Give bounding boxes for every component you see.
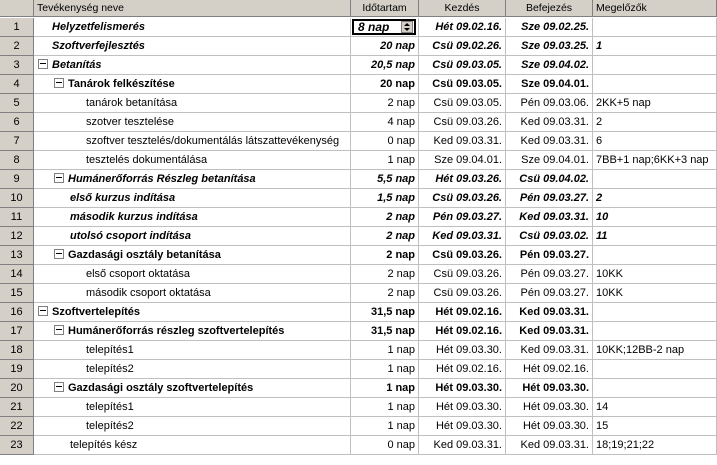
end-cell[interactable]: Pén 09.03.27.: [506, 246, 593, 265]
duration-cell[interactable]: 2 nap: [351, 94, 419, 113]
duration-cell[interactable]: 5,5 nap: [351, 170, 419, 189]
start-cell[interactable]: Hét 09.02.16.: [419, 303, 506, 322]
task-name: tesztelés dokumentálása: [86, 154, 208, 166]
row-number[interactable]: 23: [0, 436, 34, 455]
row-number[interactable]: 1: [0, 18, 34, 37]
row-number[interactable]: 21: [0, 398, 34, 417]
row-number[interactable]: 12: [0, 227, 34, 246]
row-number[interactable]: 19: [0, 360, 34, 379]
duration-cell[interactable]: 1 nap: [351, 417, 419, 436]
collapse-icon[interactable]: [54, 382, 64, 392]
duration-cell[interactable]: 1 nap: [351, 360, 419, 379]
duration-cell[interactable]: 1,5 nap: [351, 189, 419, 208]
task-name: Szoftvertelepítés: [52, 306, 141, 318]
end-cell[interactable]: Hét 09.02.16.: [506, 360, 593, 379]
table-row[interactable]: [0, 170, 717, 189]
header-predecessors[interactable]: Megelőzők: [593, 0, 717, 17]
duration-cell[interactable]: 1 nap: [351, 151, 419, 170]
duration-cell[interactable]: 2 nap: [351, 246, 419, 265]
task-name-cell[interactable]: [34, 151, 351, 170]
task-name: szotver tesztelése: [86, 116, 175, 128]
predecessors-cell[interactable]: [593, 75, 717, 94]
task-name: első kurzus indítása: [70, 192, 176, 204]
task-name-cell[interactable]: [34, 284, 351, 303]
predecessors-cell[interactable]: 10: [593, 208, 717, 227]
predecessors-cell[interactable]: 1: [593, 37, 717, 56]
duration-cell[interactable]: 31,5 nap: [351, 303, 419, 322]
task-name-cell[interactable]: [34, 227, 351, 246]
duration-cell[interactable]: 2 nap: [351, 265, 419, 284]
start-cell[interactable]: Hét 09.02.16.: [419, 360, 506, 379]
end-cell[interactable]: Pén 09.03.27.: [506, 189, 593, 208]
row-number[interactable]: 9: [0, 170, 34, 189]
task-name: Tanárok felkészítése: [68, 78, 175, 90]
predecessors-cell[interactable]: 10KK;12BB-2 nap: [593, 341, 717, 360]
end-cell[interactable]: Csü 09.04.02.: [506, 170, 593, 189]
predecessors-cell[interactable]: [593, 379, 717, 398]
end-cell[interactable]: Sze 09.04.01.: [506, 151, 593, 170]
task-name-cell[interactable]: [34, 208, 351, 227]
spinner-icon[interactable]: [401, 21, 413, 33]
row-number[interactable]: 15: [0, 284, 34, 303]
end-cell[interactable]: Ked 09.03.31.: [506, 303, 593, 322]
start-cell[interactable]: Hét 09.03.30.: [419, 341, 506, 360]
duration-cell[interactable]: 1 nap: [351, 398, 419, 417]
end-cell[interactable]: Sze 09.02.25.: [506, 18, 593, 37]
row-number[interactable]: 20: [0, 379, 34, 398]
row-number[interactable]: 18: [0, 341, 34, 360]
duration-cell[interactable]: 2 nap: [351, 208, 419, 227]
task-name-cell[interactable]: [34, 246, 351, 265]
predecessors-cell[interactable]: 14: [593, 398, 717, 417]
end-cell[interactable]: Ked 09.03.31.: [506, 341, 593, 360]
duration-cell[interactable]: 2 nap: [351, 227, 419, 246]
task-name: telepítés1: [86, 401, 134, 413]
end-cell[interactable]: Hét 09.03.30.: [506, 398, 593, 417]
predecessors-cell[interactable]: [593, 360, 717, 379]
table-row[interactable]: [0, 208, 717, 227]
task-name-cell[interactable]: [34, 75, 351, 94]
task-name-cell[interactable]: [34, 94, 351, 113]
task-name: Humánerőforrás Részleg betanítása: [68, 173, 256, 185]
task-name: telepítés kész: [70, 439, 138, 451]
start-cell[interactable]: Hét 09.02.16.: [419, 18, 506, 37]
start-cell[interactable]: Hét 09.03.30.: [419, 417, 506, 436]
column-header-row: [0, 0, 717, 18]
end-cell[interactable]: Ked 09.03.31.: [506, 132, 593, 151]
header-task-name[interactable]: Tevékenység neve: [34, 0, 351, 17]
duration-cell[interactable]: [351, 18, 419, 37]
task-name: Gazdasági osztály szoftvertelepítés: [68, 382, 254, 394]
predecessors-cell[interactable]: 10KK: [593, 284, 717, 303]
table-row[interactable]: [0, 379, 717, 398]
predecessors-cell[interactable]: [593, 303, 717, 322]
predecessors-cell[interactable]: 11: [593, 227, 717, 246]
table-row[interactable]: [0, 265, 717, 284]
predecessors-cell[interactable]: 7BB+1 nap;6KK+3 nap: [593, 151, 717, 170]
table-row[interactable]: [0, 94, 717, 113]
task-name-cell[interactable]: [34, 398, 351, 417]
predecessors-cell[interactable]: [593, 18, 717, 37]
table-row[interactable]: [0, 246, 717, 265]
collapse-icon[interactable]: [54, 78, 64, 88]
start-cell[interactable]: Ked 09.03.31.: [419, 436, 506, 455]
table-row[interactable]: [0, 417, 717, 436]
predecessors-cell[interactable]: [593, 322, 717, 341]
start-cell[interactable]: Csü 09.03.26.: [419, 284, 506, 303]
table-row[interactable]: [0, 37, 717, 56]
table-row[interactable]: [0, 18, 717, 37]
end-cell[interactable]: Sze 09.03.25.: [506, 37, 593, 56]
start-cell[interactable]: Hét 09.03.30.: [419, 379, 506, 398]
row-number[interactable]: 2: [0, 37, 34, 56]
task-name-cell[interactable]: [34, 436, 351, 455]
start-cell[interactable]: Csü 09.03.05.: [419, 56, 506, 75]
row-number[interactable]: 8: [0, 151, 34, 170]
task-name-cell[interactable]: [34, 170, 351, 189]
header-start[interactable]: Kezdés: [419, 0, 506, 17]
row-number[interactable]: 4: [0, 75, 34, 94]
collapse-icon[interactable]: [54, 173, 64, 183]
row-number[interactable]: 6: [0, 113, 34, 132]
end-cell[interactable]: Pén 09.03.27.: [506, 284, 593, 303]
end-cell[interactable]: Sze 09.04.01.: [506, 75, 593, 94]
task-name: Betanítás: [52, 59, 102, 71]
header-duration[interactable]: Időtartam: [351, 0, 419, 17]
row-number[interactable]: 5: [0, 94, 34, 113]
duration-cell[interactable]: 2 nap: [351, 284, 419, 303]
table-row[interactable]: [0, 303, 717, 322]
collapse-icon[interactable]: [54, 325, 64, 335]
end-cell[interactable]: Csü 09.03.02.: [506, 227, 593, 246]
task-name-cell[interactable]: [34, 113, 351, 132]
row-number[interactable]: 3: [0, 56, 34, 75]
table-row[interactable]: [0, 113, 717, 132]
start-cell[interactable]: Csü 09.03.26.: [419, 113, 506, 132]
start-cell[interactable]: Csü 09.03.26.: [419, 246, 506, 265]
table-row[interactable]: [0, 360, 717, 379]
row-number[interactable]: 10: [0, 189, 34, 208]
task-name: első csoport oktatása: [86, 268, 190, 280]
start-cell[interactable]: Hét 09.03.26.: [419, 170, 506, 189]
duration-cell[interactable]: 4 nap: [351, 113, 419, 132]
end-cell[interactable]: Hét 09.03.30.: [506, 379, 593, 398]
predecessors-cell[interactable]: 2: [593, 113, 717, 132]
table-row[interactable]: [0, 436, 717, 455]
collapse-icon[interactable]: [54, 249, 64, 259]
end-cell[interactable]: Sze 09.04.02.: [506, 56, 593, 75]
task-name-cell[interactable]: [34, 56, 351, 75]
task-name: Humánerőforrás részleg szoftvertelepítés: [68, 325, 285, 337]
predecessors-cell[interactable]: [593, 170, 717, 189]
start-cell[interactable]: Csü 09.03.05.: [419, 75, 506, 94]
table-row[interactable]: [0, 151, 717, 170]
table-row[interactable]: [0, 56, 717, 75]
end-cell[interactable]: Hét 09.03.30.: [506, 417, 593, 436]
task-name-cell[interactable]: [34, 37, 351, 56]
duration-editor[interactable]: [352, 19, 416, 35]
start-cell[interactable]: Csü 09.03.26.: [419, 265, 506, 284]
predecessors-cell[interactable]: [593, 56, 717, 75]
end-cell[interactable]: Ked 09.03.31.: [506, 113, 593, 132]
predecessors-cell[interactable]: [593, 246, 717, 265]
duration-cell[interactable]: 0 nap: [351, 132, 419, 151]
task-name-cell[interactable]: [34, 360, 351, 379]
start-cell[interactable]: Csü 09.03.05.: [419, 94, 506, 113]
header-end[interactable]: Befejezés: [506, 0, 593, 17]
predecessors-cell[interactable]: 10KK: [593, 265, 717, 284]
row-number[interactable]: 13: [0, 246, 34, 265]
table-row[interactable]: [0, 398, 717, 417]
duration-cell[interactable]: 20 nap: [351, 75, 419, 94]
end-cell[interactable]: Ked 09.03.31.: [506, 208, 593, 227]
row-number[interactable]: 7: [0, 132, 34, 151]
task-name-cell[interactable]: [34, 132, 351, 151]
table-row[interactable]: [0, 75, 717, 94]
end-cell[interactable]: Ked 09.03.31.: [506, 322, 593, 341]
collapse-icon[interactable]: [38, 306, 48, 316]
start-cell[interactable]: Sze 09.04.01.: [419, 151, 506, 170]
predecessors-cell[interactable]: 2KK+5 nap: [593, 94, 717, 113]
start-cell[interactable]: Ked 09.03.31.: [419, 227, 506, 246]
duration-value: 8 nap: [358, 20, 390, 34]
start-cell[interactable]: Ked 09.03.31.: [419, 132, 506, 151]
collapse-icon[interactable]: [38, 59, 48, 69]
predecessors-cell[interactable]: 18;19;21;22: [593, 436, 717, 455]
task-name: második csoport oktatása: [86, 287, 211, 299]
table-row[interactable]: [0, 341, 717, 360]
header-corner[interactable]: [0, 0, 34, 17]
task-name-cell[interactable]: [34, 341, 351, 360]
row-number[interactable]: 14: [0, 265, 34, 284]
task-name: utolsó csoport indítása: [70, 230, 192, 242]
start-cell[interactable]: Csü 09.02.26.: [419, 37, 506, 56]
task-name: telepítés2: [86, 363, 134, 375]
task-name: szoftver tesztelés/dokumentálás látszattevékenység: [86, 135, 340, 147]
predecessors-cell[interactable]: 15: [593, 417, 717, 436]
duration-cell[interactable]: 20,5 nap: [351, 56, 419, 75]
duration-cell[interactable]: 0 nap: [351, 436, 419, 455]
start-cell[interactable]: Hét 09.02.16.: [419, 322, 506, 341]
task-name-cell[interactable]: [34, 417, 351, 436]
task-name-cell[interactable]: [34, 18, 351, 37]
task-name: második kurzus indítása: [70, 211, 198, 223]
task-name-cell[interactable]: [34, 303, 351, 322]
duration-cell[interactable]: 1 nap: [351, 341, 419, 360]
predecessors-cell[interactable]: 2: [593, 189, 717, 208]
table-row[interactable]: [0, 227, 717, 246]
task-name: tanárok betanítása: [86, 97, 178, 109]
row-number[interactable]: 16: [0, 303, 34, 322]
table-row[interactable]: [0, 132, 717, 151]
task-name-cell[interactable]: [34, 189, 351, 208]
predecessors-cell[interactable]: 6: [593, 132, 717, 151]
start-cell[interactable]: Pén 09.03.27.: [419, 208, 506, 227]
start-cell[interactable]: Csü 09.03.26.: [419, 189, 506, 208]
task-name: Szoftverfejlesztés: [52, 40, 145, 52]
end-cell[interactable]: Pén 09.03.27.: [506, 265, 593, 284]
table-row[interactable]: [0, 189, 717, 208]
end-cell[interactable]: Ked 09.03.31.: [506, 436, 593, 455]
duration-cell[interactable]: 20 nap: [351, 37, 419, 56]
task-name: telepítés2: [86, 420, 134, 432]
task-name-cell[interactable]: [34, 265, 351, 284]
start-cell[interactable]: Hét 09.03.30.: [419, 398, 506, 417]
end-cell[interactable]: Pén 09.03.06.: [506, 94, 593, 113]
duration-cell[interactable]: 1 nap: [351, 379, 419, 398]
task-name: telepítés1: [86, 344, 134, 356]
task-name: Helyzetfelismerés: [52, 21, 145, 33]
row-number[interactable]: 17: [0, 322, 34, 341]
task-name-cell[interactable]: [34, 379, 351, 398]
duration-cell[interactable]: 31,5 nap: [351, 322, 419, 341]
spin-down-icon[interactable]: [404, 28, 410, 31]
row-number[interactable]: 22: [0, 417, 34, 436]
task-name-cell[interactable]: [34, 322, 351, 341]
task-name: Gazdasági osztály betanítása: [68, 249, 221, 261]
table-row[interactable]: [0, 322, 717, 341]
table-row[interactable]: [0, 284, 717, 303]
spin-up-icon[interactable]: [404, 23, 410, 26]
row-number[interactable]: 11: [0, 208, 34, 227]
